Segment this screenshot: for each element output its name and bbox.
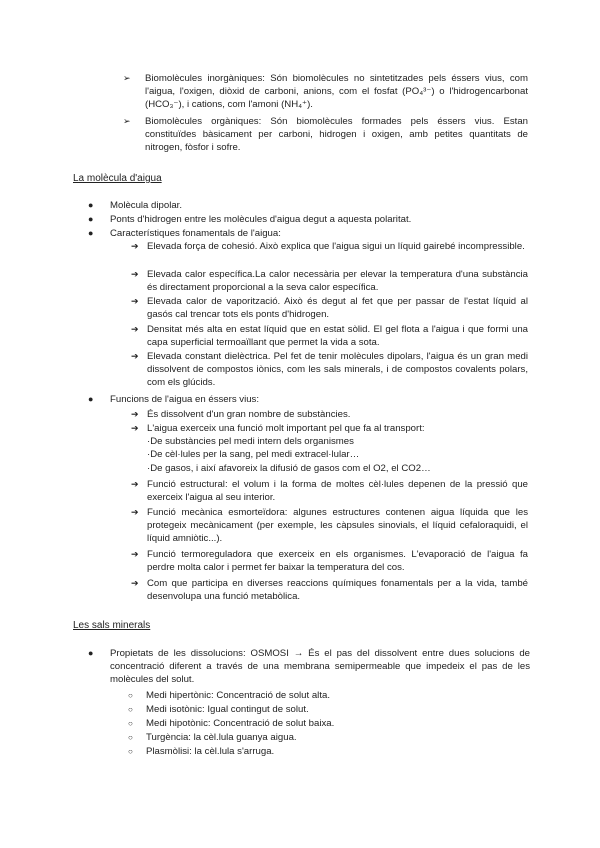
- arrow-bullet-icon: ➔: [131, 351, 139, 361]
- circle-bullet-icon: ○: [128, 747, 133, 756]
- characteristic-item: Elevada calor específica.La calor necessària per elevar la temperatura d'una substància és directament proporcional a la seva calor específica.: [147, 269, 528, 294]
- bullet-icon: ●: [88, 648, 94, 658]
- function-item: És dissolvent d'un gran nombre de substàncies.: [147, 409, 351, 420]
- bullet-icon: ●: [88, 214, 94, 224]
- osmosis-item: Propietats de les dissolucions: OSMOSI → És el pas del dissolvent entre dues solucions de concentració diferent a través de una membrana semipermeable que impedeix el pas de les molècules del solut.: [110, 648, 530, 686]
- salts-sub-item: Turgència: la cèl.lula guanya aigua.: [146, 732, 297, 743]
- arrow-bullet-icon: ➔: [131, 578, 139, 588]
- characteristic-item: Elevada constant dielèctrica. Pel fet de tenir molècules dipolars, l'aigua és un gran medi dissolvent de compostos iònics, com les sals minerals, i de compostos covalents polars, com els glúcids.: [147, 351, 528, 389]
- function-item: Funció estructural: el volum i la forma de moltes cèl·lules depenen de la pressió que exerceix l'aigua al seu interior.: [147, 479, 528, 504]
- arrow-bullet-icon: ➔: [131, 479, 139, 489]
- characteristic-item: Densitat més alta en estat líquid que en estat sòlid. El gel flota a l'aigua i que formi una capa superficial termoaïllant que permet la vida a sota.: [147, 324, 528, 349]
- arrow-bullet-icon: ➔: [131, 409, 139, 419]
- salts-sub-item: Medi isotònic: Igual contingut de solut.: [146, 704, 309, 715]
- intro-organic: Biomolècules orgàniques: Són biomolècules formades pels éssers vius. Estan constituïdes bàsicament per carboni, hidrogen i oxigen, amb petites quantitats de nitrogen, fòsfor i sofre.: [145, 116, 528, 154]
- function-item: Funció termoreguladora que exerceix en els organismes. L'evaporació de l'aigua fa perdre molta calor i permet fer baixar la temperatura del cos.: [147, 549, 528, 574]
- salts-sub-item: Plasmòlisi: la cèl.lula s'arruga.: [146, 746, 275, 757]
- function-item: Funció mecànica esmorteïdora: algunes estructures contenen aigua líquida que les protegeix mecànicament (per exemple, les càpsules sinovials, el líquid cefaloraquidi, el líquid amniòtic...).: [147, 507, 528, 545]
- function-item: L'aigua exerceix una funció molt important pel que fa al transport: ·De substàncies pel medi intern dels organismes ·De cèl·lules per la sang, pel medi extracel·lular… ·De gasos, i així afavoreix la difusió de gasos com el O2, el CO2…: [147, 423, 431, 474]
- characteristic-item: Elevada calor de vaporització. Això és degut al fet que per passar de l'estat líquid al gasós cal trencar tots els ponts d'hidrogen.: [147, 296, 528, 321]
- salts-sub-item: Medi hipotònic: Concentració de solut baixa.: [146, 718, 335, 729]
- circle-bullet-icon: ○: [128, 733, 133, 742]
- arrowhead-bullet-icon: ➢: [123, 116, 131, 126]
- intro-inorganic: Biomolècules inorgàniques: Són biomolècules no sintetitzades pels éssers vius, com l'aigua, l'oxigen, diòxid de carboni, anions, com el fosfat (PO₄³⁻) o l'hidrogencarbonat (HCO₃⁻), i cations, com l'amoni (NH₄⁺).: [145, 73, 528, 111]
- functions-title: Funcions de l'aigua en éssers vius:: [110, 394, 260, 405]
- circle-bullet-icon: ○: [128, 719, 133, 728]
- section-heading-water: La molècula d'aigua: [73, 173, 162, 184]
- arrow-bullet-icon: ➔: [131, 549, 139, 559]
- arrow-bullet-icon: ➔: [131, 241, 139, 251]
- bullet-icon: ●: [88, 394, 94, 404]
- circle-bullet-icon: ○: [128, 705, 133, 714]
- salts-sub-item: Medi hipertònic: Concentració de solut alta.: [146, 690, 330, 701]
- water-item: Molècula dipolar.: [110, 200, 182, 211]
- function-item: Com que participa en diverses reaccions químiques fonamentals per a la vida, també desenvolupa una funció metabòlica.: [147, 578, 528, 603]
- circle-bullet-icon: ○: [128, 691, 133, 700]
- water-item: Característiques fonamentals de l'aigua:: [110, 228, 281, 239]
- characteristic-item: Elevada força de cohesió. Això explica que l'aigua sigui un líquid gairebé incompressible.: [147, 241, 525, 252]
- arrow-bullet-icon: ➔: [131, 507, 139, 517]
- arrow-bullet-icon: ➔: [131, 296, 139, 306]
- bullet-icon: ●: [88, 228, 94, 238]
- arrow-bullet-icon: ➔: [131, 269, 139, 279]
- arrow-bullet-icon: ➔: [131, 324, 139, 334]
- arrow-bullet-icon: ➔: [131, 423, 139, 433]
- water-item: Ponts d'hidrogen entre les molècules d'aigua degut a aquesta polaritat.: [110, 214, 412, 225]
- bullet-icon: ●: [88, 200, 94, 210]
- arrowhead-bullet-icon: ➢: [123, 73, 131, 83]
- section-heading-salts: Les sals minerals: [73, 620, 151, 631]
